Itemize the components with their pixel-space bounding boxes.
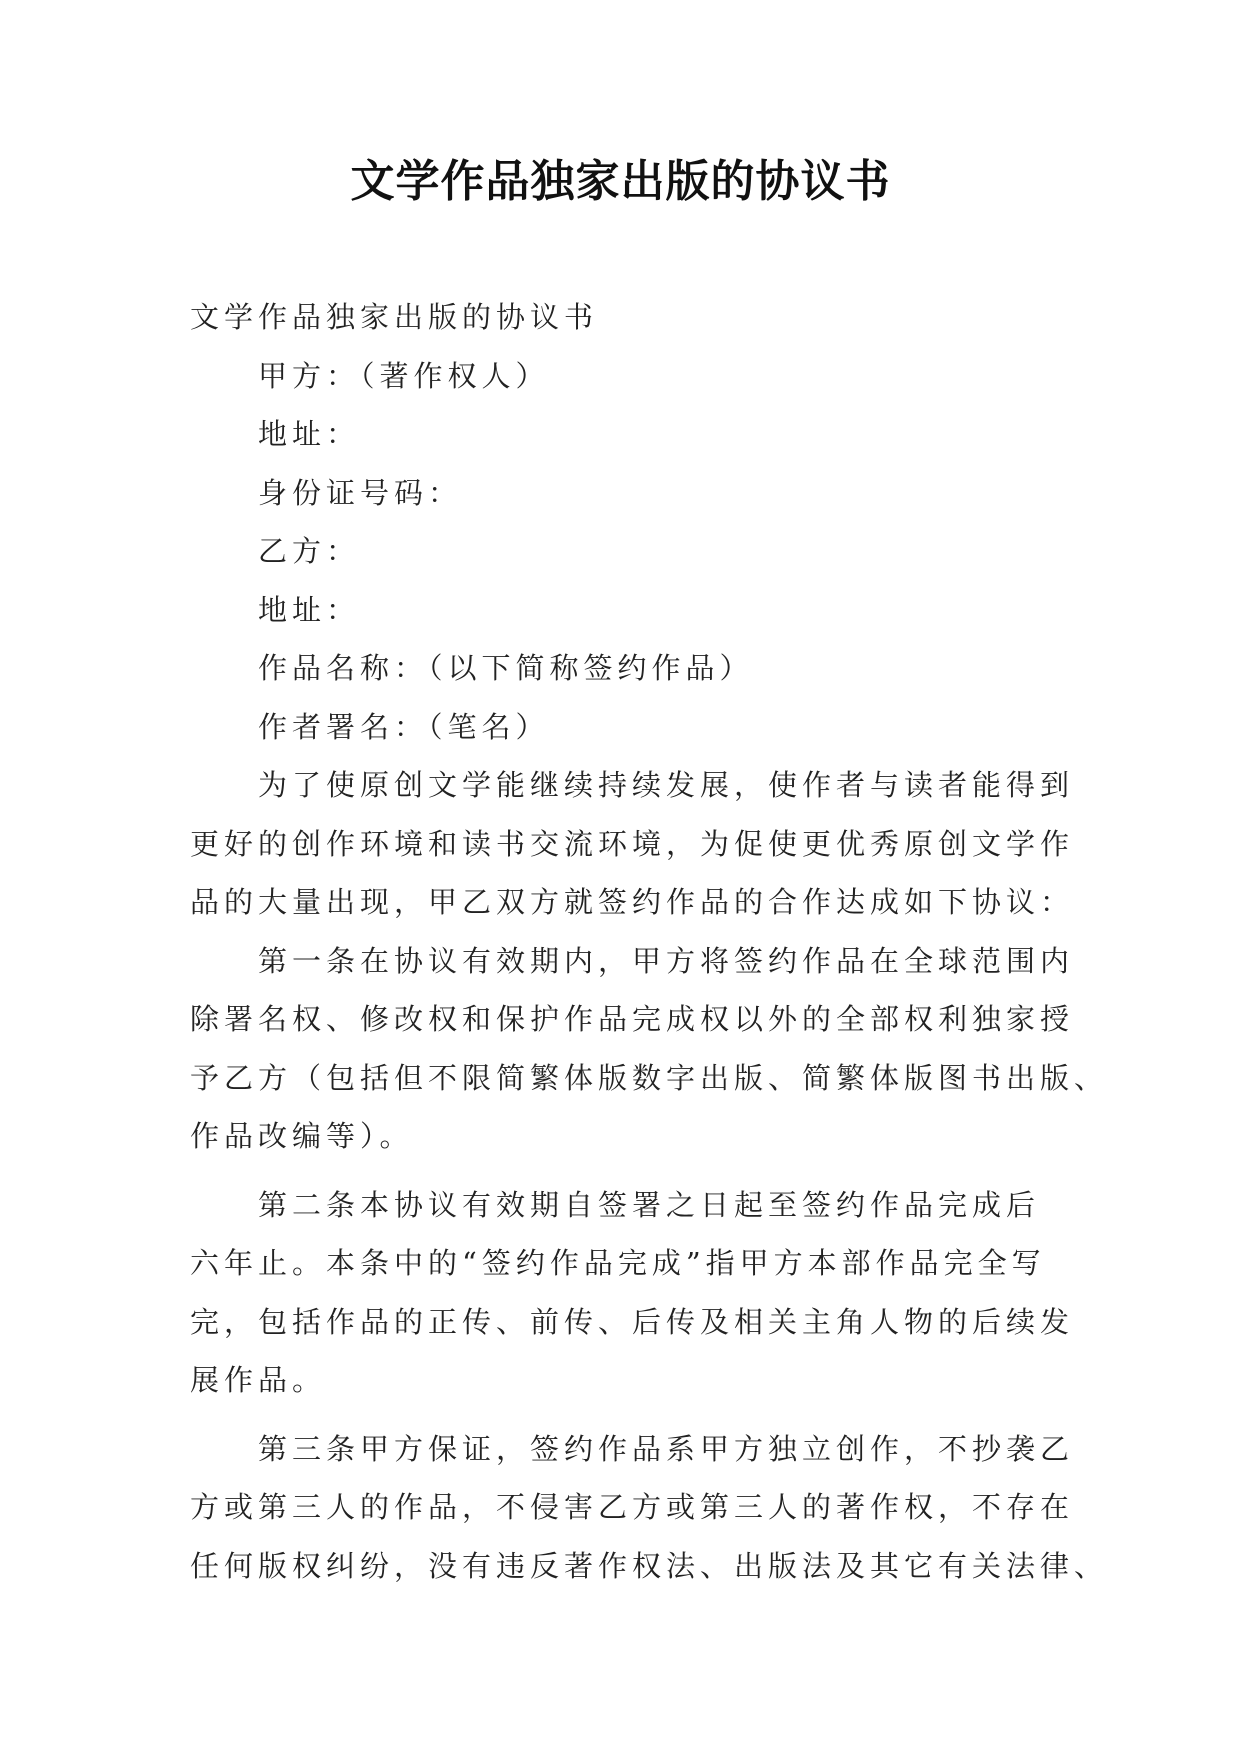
- article-2-line: 六年止。本条中的“签约作品完成”指甲方本部作品完全写: [190, 1246, 1046, 1280]
- work-name-line: 作品名称：（以下简称签约作品）: [258, 651, 754, 685]
- paragraph-gap: [190, 1410, 1060, 1420]
- article-2-line: 第二条本协议有效期自签署之日起至签约作品完成后: [258, 1187, 1041, 1222]
- party-a-id-line: 身份证号码：: [258, 475, 463, 510]
- article-2-paragraph: [190, 1176, 1075, 1410]
- article-2-line: 完，包括作品的正传、前传、后传及相关主角人物的后续发: [190, 1304, 1075, 1339]
- article-1-line: 除署名权、修改权和保护作品完成权以外的全部权利独家授: [190, 1002, 1075, 1036]
- article-1-paragraph: [190, 932, 1109, 1166]
- document-body: [190, 288, 1109, 1595]
- article-1-line: 第一条在协议有效期内，甲方将签约作品在全球范围内: [258, 943, 1075, 978]
- document-title: 文学作品独家出版的协议书: [350, 156, 891, 207]
- party-b-line: 乙方：: [258, 534, 361, 568]
- article-3-line: 方或第三人的作品，不侵害乙方或第三人的著作权，不存在: [190, 1490, 1075, 1524]
- article-1-line: 予乙方（包括但不限简繁体版数字出版、简繁体版图书出版、: [190, 1060, 1109, 1095]
- party-b-address-line: 地址：: [258, 592, 361, 627]
- document-subtitle: 文学作品独家出版的协议书: [190, 300, 599, 334]
- article-2-line: 展作品。: [190, 1363, 327, 1397]
- article-1-line: 作品改编等）。: [190, 1119, 414, 1153]
- author-signature-line: 作者署名：（笔名）: [258, 709, 550, 744]
- preamble-line: 为了使原创文学能继续持续发展，使作者与读者能得到: [258, 768, 1075, 802]
- party-a-address-line: 地址：: [258, 417, 361, 451]
- article-3-line: 任何版权纠纷，没有违反著作权法、出版法及其它有关法律、: [190, 1548, 1109, 1583]
- paragraph-gap: [190, 1166, 1060, 1176]
- preamble-paragraph: [190, 756, 1075, 932]
- article-3-paragraph: [190, 1420, 1109, 1596]
- article-3-line: 第三条甲方保证，签约作品系甲方独立创作，不抄袭乙: [258, 1431, 1075, 1466]
- party-a-line: 甲方：（著作权人）: [258, 358, 550, 393]
- preamble-line: 品的大量出现，甲乙双方就签约作品的合作达成如下协议：: [190, 885, 1075, 919]
- preamble-line: 更好的创作环境和读书交流环境，为促使更优秀原创文学作: [190, 826, 1075, 861]
